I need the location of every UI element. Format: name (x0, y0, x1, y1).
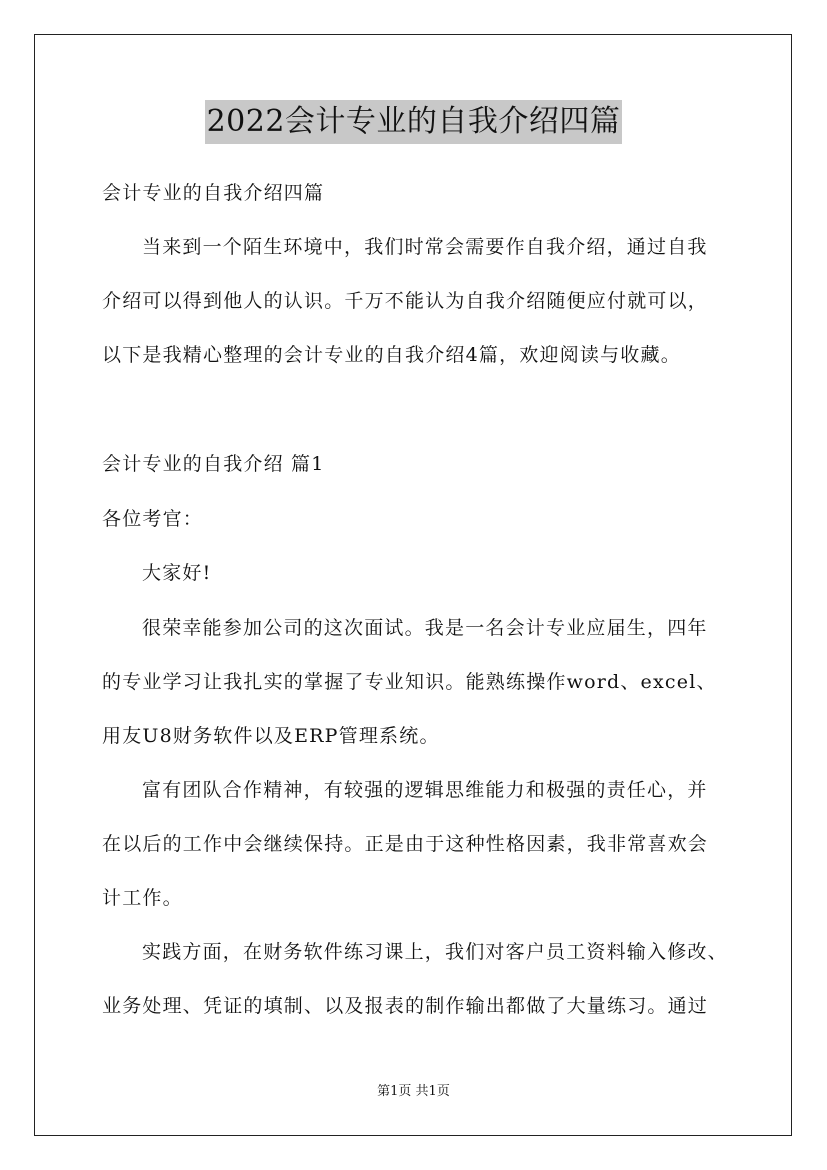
greeting-line: 大家好! (142, 562, 212, 584)
document-title: 2022会计专业的自我介绍四篇 (205, 100, 623, 144)
paragraph-line: 业务处理、凭证的填制、以及报表的制作输出都做了大量练习。通过 (102, 995, 709, 1017)
paragraph-line: 当来到一个陌生环境中，我们时常会需要作自我介绍，通过自我 (142, 236, 708, 258)
paragraph-line: 实践方面，在财务软件练习课上，我们对客户员工资料输入修改、 (142, 941, 728, 963)
subtitle-line: 会计专业的自我介绍四篇 (102, 182, 325, 204)
paragraph-line: 的专业学习让我扎实的掌握了专业知识。能熟练操作word、excel、 (102, 671, 717, 693)
paragraph-line: 计工作。 (102, 887, 183, 909)
section-heading: 会计专业的自我介绍 篇1 (102, 453, 325, 475)
paragraph-line: 在以后的工作中会继续保持。正是由于这种性格因素，我非常喜欢会 (102, 833, 709, 855)
paragraph-line: 很荣幸能参加公司的这次面试。我是一名会计专业应届生，四年 (142, 617, 708, 639)
paragraph-line: 用友U8财务软件以及ERP管理系统。 (102, 725, 440, 747)
paragraph-line: 富有团队合作精神，有较强的逻辑思维能力和极强的责任心，并 (142, 779, 708, 801)
salutation-line: 各位考官： (102, 508, 204, 530)
title-container (0, 100, 827, 144)
paragraph-line: 以下是我精心整理的会计专业的自我介绍4篇，欢迎阅读与收藏。 (102, 344, 681, 366)
paragraph-line: 介绍可以得到他人的认识。千万不能认为自我介绍随便应付就可以， (102, 290, 709, 312)
page-footer: 第1页 共1页 (377, 1084, 450, 1099)
